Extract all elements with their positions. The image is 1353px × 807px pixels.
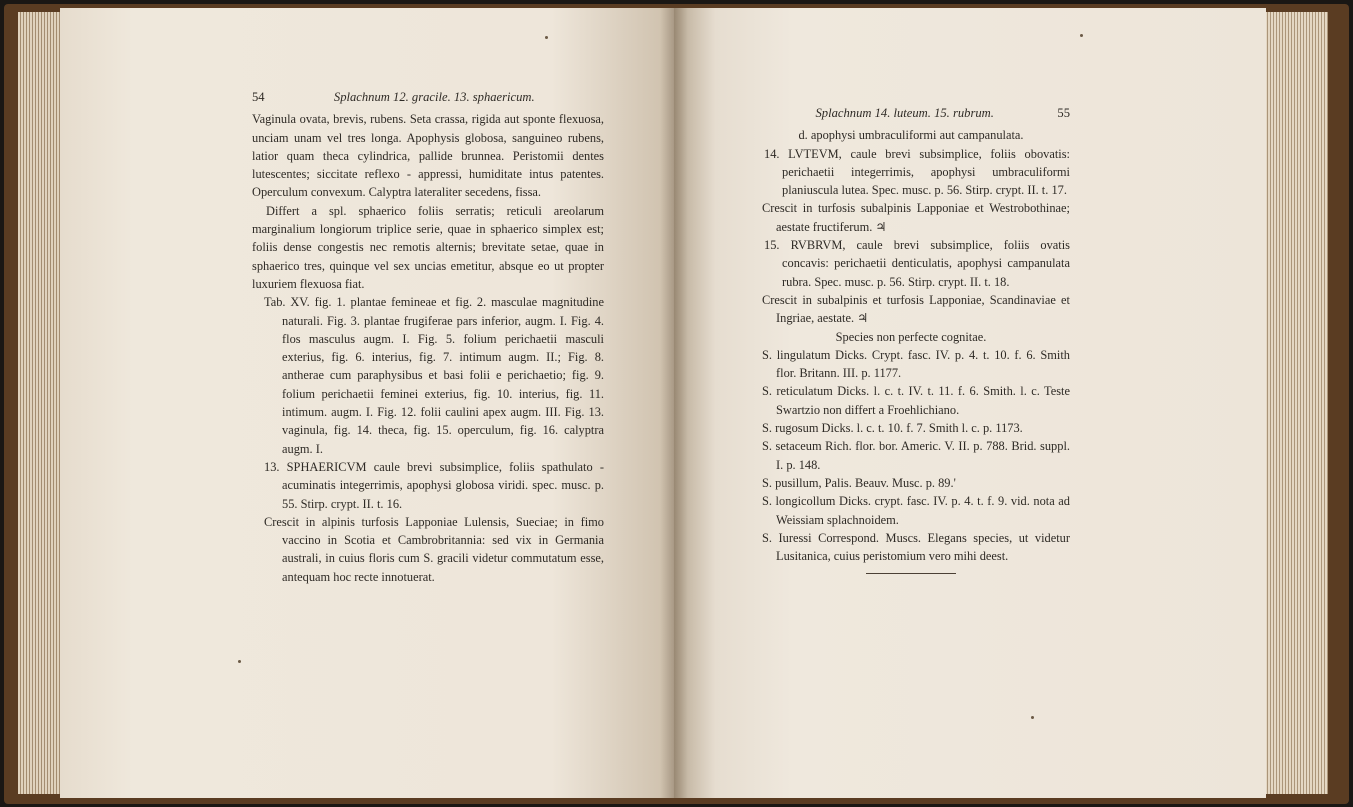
end-rule bbox=[866, 573, 956, 574]
paper-speck bbox=[1031, 716, 1034, 719]
right-paragraph-4: 15. RVBRVM, caule brevi subsimplice, foliis ovatis concavis: perichaetii denticulatis, apophysi campanulata rubra. Spec. musc. p. 56. Stirp. crypt. II. t. 18. bbox=[764, 238, 1070, 289]
right-paragraph-13: S. Iuressi Correspond. Muscs. Elegans species, ut videtur Lusitanica, cuius peristomium vero mihi deest. bbox=[762, 530, 1070, 564]
spine-gutter bbox=[660, 8, 688, 798]
right-running-title: Splachnum 14. luteum. 15. rubrum. bbox=[815, 106, 994, 120]
right-paragraph-5: Crescit in subalpinis et turfosis Lapponiae, Scandinaviae et Ingriae, aestate. ♃ bbox=[762, 292, 1070, 326]
right-paragraph-2: 14. LVTEVM, caule brevi subsimplice, foliis obovatis: perichaetii integerrimis, apophysi umbraculiformi planiuscula lutea. Spec. musc. p. 56. Stirp. crypt. II. t. 17. bbox=[764, 146, 1070, 198]
paper-speck bbox=[238, 660, 241, 663]
left-page-number: 54 bbox=[252, 90, 265, 104]
right-paragraph-3: Crescit in turfosis subalpinis Lapponiae et Westrobothinae; aestate fructiferum. ♃ bbox=[762, 201, 1070, 234]
right-page-edges bbox=[1262, 12, 1328, 794]
left-paragraph-4: 13. SPHAERICVM caule brevi subsimplice, foliis spathulato - acuminatis integerrimis, apophysi globosa viridi. spec. musc. p. 55. Stirp. crypt. II. t. 16. bbox=[264, 459, 604, 511]
right-paragraph-10: S. setaceum Rich. flor. bor. Americ. V. II. p. 788. Brid. suppl. I. p. 148. bbox=[762, 439, 1070, 472]
right-paragraph-7: S. lingulatum Dicks. Crypt. fasc. IV. p. 4. t. 10. f. 6. Smith flor. Britann. III. p. 1177. bbox=[762, 347, 1070, 381]
right-paragraph-12: S. longicollum Dicks. crypt. fasc. IV. p. 4. t. f. 9. vid. nota ad Weissiam splachnoidem. bbox=[762, 494, 1070, 527]
left-paragraph-2: Differt a spl. sphaerico foliis serratis; reticuli areolarum marginalium longiorum triplice serie, quae in sphaerico simplex est; foliis dense congestis nec remotis alternis; brevitate setae, quae in sphaerico tres, quinque vel sex uncias emetitur, absque eo ut propter luxuriem flexuosa fiat. bbox=[252, 203, 604, 291]
right-paragraph-6: Species non perfecte cognitae. bbox=[835, 329, 987, 344]
left-paragraph-3: Tab. XV. fig. 1. plantae femineae et fig. 2. masculae magnitudine naturali. Fig. 3. plantae frugiferae pars inferior, augm. I. Fig. 4. flos masculus augm. I. Fig. 5. folium perichaetii masculi exterius, fig. 6. interius, fig. 7. intimum augm. II.; Fig. 8. antherae cum paraphysibus et basi folii e perichaetio; fig. 9. folium perichaetii feminei exterius, fig. 10. interius, fig. 11. intimum. augm. I. Fig. 12. folii caulini apex augm. III. Fig. 13. vaginula, fig. 14. theca, fig. 15. operculum, fig. 16. calyptra augm. I. bbox=[264, 295, 604, 456]
left-page-edges bbox=[18, 12, 64, 794]
right-paragraph-11: S. pusillum, Palis. Beauv. Musc. p. 89.' bbox=[762, 475, 956, 490]
paper-speck bbox=[1080, 34, 1083, 37]
left-page-text bbox=[252, 88, 604, 586]
left-page-header bbox=[252, 88, 604, 106]
paper-speck bbox=[545, 36, 548, 39]
right-page-number: 55 bbox=[1057, 106, 1070, 120]
right-page-text bbox=[752, 104, 1070, 574]
left-paragraph-5: Crescit in alpinis turfosis Lapponiae Lulensis, Sueciae; in fimo vaccino in Scotia et Cambrobritannia: sed vix in Germania australi, in cuius floris cum S. gracili videtur commutatum esse, antequam hoc recte innotuerat. bbox=[264, 514, 604, 584]
right-paragraph-9: S. rugosum Dicks. l. c. t. 10. f. 7. Smith l. c. p. 1173. bbox=[762, 421, 1023, 436]
left-paragraph-1: Vaginula ovata, brevis, rubens. Seta crassa, rigida aut sponte flexuosa, unciam unam vel tres longa. Apophysis globosa, sanguineo rubens, latior quam theca cylindrica, pallide brunnea. Peristomii dentes lutescentes; siccitate reflexo - appressi, humiditate intus patentes. Operculum convexum. Calyptra lateraliter secedens, fissa. bbox=[252, 112, 604, 200]
right-page-header bbox=[752, 104, 1070, 122]
right-paragraph-1: d. apophysi umbraculiformi aut campanulata. bbox=[798, 128, 1024, 143]
right-paragraph-8: S. reticulatum Dicks. l. c. t. IV. t. 11. f. 6. Smith. l. c. Teste Swartzio non differt a Froehlichiano. bbox=[762, 384, 1070, 417]
left-running-title: Splachnum 12. gracile. 13. sphaericum. bbox=[333, 90, 535, 104]
